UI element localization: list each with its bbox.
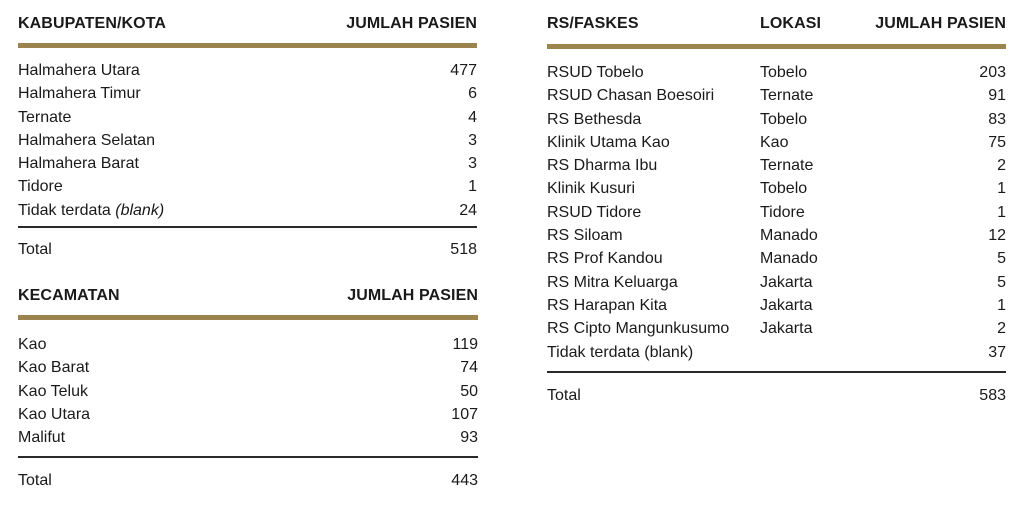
kabupaten-table — [18, 14, 477, 261]
row-count: 37 — [988, 343, 1006, 361]
row-name: Tidore — [18, 178, 63, 196]
table-row — [547, 61, 1006, 84]
row-location: Tobelo — [760, 64, 808, 81]
row-count: 1 — [997, 296, 1006, 314]
table-row — [18, 426, 478, 449]
row-count: 6 — [468, 85, 477, 103]
row-name: Halmahera Selatan — [18, 131, 155, 149]
total-row — [547, 384, 1006, 407]
row-count: 1 — [997, 203, 1006, 221]
table-row — [547, 154, 1006, 177]
table-row — [547, 317, 1006, 340]
row-count: 93 — [460, 429, 478, 447]
table-header — [18, 286, 478, 306]
table-row — [547, 271, 1006, 294]
row-count: 75 — [988, 133, 1006, 151]
kecamatan-table — [18, 286, 478, 493]
row-count: 2 — [997, 157, 1006, 175]
row-name: Klinik Utama Kao — [547, 133, 670, 151]
row-name: RS Siloam — [547, 227, 623, 245]
table-row — [18, 129, 477, 152]
header-count: JUMLAH PASIEN — [875, 15, 1006, 32]
table-row — [547, 224, 1006, 247]
table-row — [547, 201, 1006, 224]
row-name: Kao Teluk — [18, 382, 88, 400]
header-name: KECAMATAN — [18, 287, 120, 304]
header-name: RS/FASKES — [547, 15, 639, 32]
table-row — [547, 108, 1006, 131]
table-row — [18, 199, 477, 222]
header-divider — [18, 315, 478, 320]
table-row — [18, 380, 478, 403]
row-name: Malifut — [18, 429, 66, 447]
table-row — [547, 84, 1006, 107]
row-name — [18, 199, 164, 222]
row-count: 3 — [468, 131, 477, 149]
row-count: 24 — [459, 201, 477, 219]
table-row — [18, 152, 477, 175]
row-name: Halmahera Barat — [18, 155, 139, 173]
row-count: 5 — [997, 250, 1006, 268]
total-row — [18, 469, 478, 492]
table-row — [547, 131, 1006, 154]
total-divider — [547, 371, 1006, 373]
row-count: 74 — [460, 359, 478, 377]
header-location: LOKASI — [760, 15, 822, 32]
total-label: Total — [18, 472, 52, 490]
total-divider — [18, 226, 477, 228]
table-row — [18, 106, 477, 129]
row-location: Manado — [760, 250, 818, 268]
row-location: Tobelo — [760, 110, 808, 128]
table-row — [547, 247, 1006, 270]
row-location: Kao — [760, 133, 789, 151]
row-count: 4 — [468, 108, 477, 126]
row-name: RS Dharma Ibu — [547, 157, 658, 175]
row-count: 119 — [452, 336, 478, 353]
row-name: Ternate — [18, 108, 72, 126]
table-row — [18, 59, 477, 82]
row-count: 83 — [988, 110, 1006, 128]
row-location: Tobelo — [760, 180, 808, 198]
row-name: RS Mitra Keluarga — [547, 273, 678, 291]
row-name: RSUD Tidore — [547, 203, 642, 221]
table-row — [18, 333, 478, 356]
row-count: 107 — [451, 405, 478, 423]
row-name: Klinik Kusuri — [547, 180, 636, 198]
row-count: 3 — [468, 155, 477, 173]
table-header — [18, 14, 477, 34]
header-count: JUMLAH PASIEN — [347, 287, 478, 304]
row-location: Manado — [760, 227, 818, 245]
row-count: 12 — [988, 227, 1006, 245]
row-location: Ternate — [760, 87, 814, 105]
total-label: Total — [547, 386, 581, 404]
header-divider — [18, 43, 477, 48]
total-count: 518 — [450, 241, 477, 259]
total-label: Total — [18, 241, 52, 259]
row-count: 203 — [979, 64, 1006, 81]
header-name: KABUPATEN/KOTA — [18, 15, 167, 32]
row-name: Halmahera Timur — [18, 85, 141, 103]
row-location: Jakarta — [760, 320, 813, 338]
row-count: 477 — [450, 62, 477, 79]
row-location: Jakarta — [760, 273, 813, 291]
row-count: 1 — [997, 180, 1006, 198]
row-name: RS Harapan Kita — [547, 296, 668, 314]
total-count: 443 — [451, 472, 478, 490]
row-location: Tidore — [760, 203, 805, 221]
total-divider — [18, 456, 478, 458]
table-row — [547, 294, 1006, 317]
row-name: Kao Utara — [18, 405, 91, 423]
table-row — [547, 341, 1006, 364]
row-name-italic: (blank) — [115, 201, 165, 219]
row-name: RS Bethesda — [547, 110, 642, 128]
row-count: 1 — [468, 178, 477, 196]
total-row — [18, 238, 477, 261]
row-name-text: Tidak terdata — [18, 201, 116, 219]
row-name: RSUD Chasan Boesoiri — [547, 87, 715, 105]
table-header — [547, 14, 1006, 34]
row-count: 50 — [460, 382, 478, 400]
total-count: 583 — [979, 386, 1006, 404]
header-count: JUMLAH PASIEN — [346, 15, 477, 32]
table-row — [18, 175, 477, 198]
faskes-table — [547, 14, 1006, 407]
row-name: Kao — [18, 336, 47, 353]
row-name: RS Prof Kandou — [547, 250, 663, 268]
row-count: 91 — [988, 87, 1006, 105]
row-location: Ternate — [760, 157, 814, 175]
table-row — [18, 403, 478, 426]
table-row — [18, 82, 477, 105]
row-count: 2 — [997, 320, 1006, 338]
row-count: 5 — [997, 273, 1006, 291]
header-divider — [547, 44, 1006, 49]
row-name: RSUD Tobelo — [547, 64, 644, 81]
row-name: Halmahera Utara — [18, 62, 140, 79]
row-name: RS Cipto Mangunkusumo — [547, 320, 730, 338]
row-name: Kao Barat — [18, 359, 90, 377]
table-row — [18, 356, 478, 379]
row-name: Tidak terdata (blank) — [547, 343, 694, 361]
row-location: Jakarta — [760, 296, 813, 314]
table-row — [547, 177, 1006, 200]
